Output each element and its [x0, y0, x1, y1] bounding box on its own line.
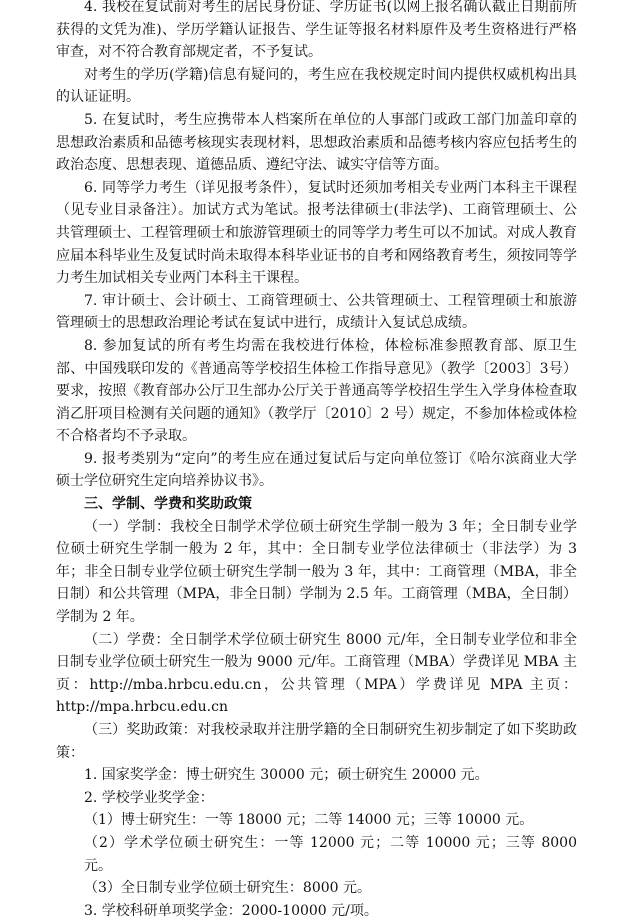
paragraph-item-6: 6. 同等学力考生（详见报考条件），复试时还须加考相关专业两门本科主干课程（见专业目录备注）。加试方式为笔试。报考法律硕士(非法学)、工商管理硕士、公共管理硕士、工程管理硕士和旅游管理硕士的同等学力考生可以不加试。对成人教育应届本科毕业生及复试时尚未取得本科毕业证书的自考和网络教育考生，须按同等学力考生加试相关专业两门本科主干课程。 — [56, 179, 577, 287]
paragraph-item-4: 4. 我校在复试前对考生的居民身份证、学历证书(以网上报名确认截止日期前所获得的文凭为准)、学历学籍认证报告、学生证等报名材料原件及考生资格进行严格审查，对不符合教育部规定者，不予复试。 — [56, 0, 577, 61]
list-item: （2）学术学位硕士研究生：一等 12000 元；二等 10000 元；三等 8000 元。 — [84, 834, 577, 874]
paragraph-duration: （一）学制：我校全日制学术学位硕士研究生学制一般为 3 年；全日制专业学位硕士研究生学制一般为 2 年，其中：全日制专业学位法律硕士（非法学）为 3 年；非全日制专业学位硕士研究生学制一般为 3 年，其中：工商管理（MBA，非全日制）和公共管理（MPA，非全日制）学制为 2.5 年。工商管理（MBA，全日制）学制为 2 年。 — [56, 518, 577, 626]
paragraph-item-5: 5. 在复试时，考生应携带本人档案所在单位的人事部门或政工部门加盖印章的思想政治素质和品德考核现实表现材料，思想政治素质和品德考核内容应包括考生的政治态度、思想表现、道德品质、遵纪守法、诚实守信等方面。 — [56, 111, 577, 174]
paragraph-item-8: 8. 参加复试的所有考生均需在我校进行体检，体检标准参照教育部、原卫生部、中国残联印发的《普通高等学校招生体检工作指导意见》（教学〔2003〕3号）要求，按照《教育部办公厅卫生部办公厅关于普通高等学校招生学生入学身体检查取消乙肝项目检测有关问题的通知》（教学厅〔2010〕2 号）规定，不参加体检或体检不合格者均不予录取。 — [56, 337, 577, 445]
list-item: 1. 国家奖学金：博士研究生 30000 元；硕士研究生 20000 元。 — [84, 767, 489, 784]
paragraph-credential-note: 对考生的学历(学籍)信息有疑问的，考生应在我校规定时间内提供权威机构出具的认证证明。 — [56, 66, 577, 106]
paragraph-item-7: 7. 审计硕士、会计硕士、工商管理硕士、公共管理硕士、工程管理硕士和旅游管理硕士的思想政治理论考试在复试中进行，成绩计入复试总成绩。 — [56, 292, 577, 332]
list-item: （3）全日制专业学位硕士研究生：8000 元。 — [84, 880, 371, 897]
paragraph-item-9: 9. 报考类别为“定向”的考生应在通过复试后与定向单位签订《哈尔滨商业大学硕士学位研究生定向培养协议书》。 — [56, 450, 577, 490]
paragraph-tuition: （二）学费：全日制学术学位硕士研究生 8000 元/年，全日制专业学位和非全日制专业学位硕士研究生一般为 9000 元/年。工商管理（MBA）学费详见 MBA 主页：http://mba.hrbcu.edu.cn，公共管理（MPA）学费详见 MPA 主页：http://mpa.hrbcu.edu.cn — [56, 631, 577, 716]
paragraph-aid-policy: （三）奖助政策：对我校录取并注册学籍的全日制研究生初步制定了如下奖助政策： — [56, 722, 577, 761]
section-heading: 三、学制、学费和奖助政策 — [84, 496, 252, 513]
list-item: 3. 学校科研单项奖学金：2000-10000 元/项。 — [84, 902, 378, 919]
list-item: （1）博士研究生：一等 18000 元；二等 14000 元；三等 10000 元。 — [84, 812, 534, 829]
list-item: 2. 学校学业奖学金： — [84, 789, 214, 806]
